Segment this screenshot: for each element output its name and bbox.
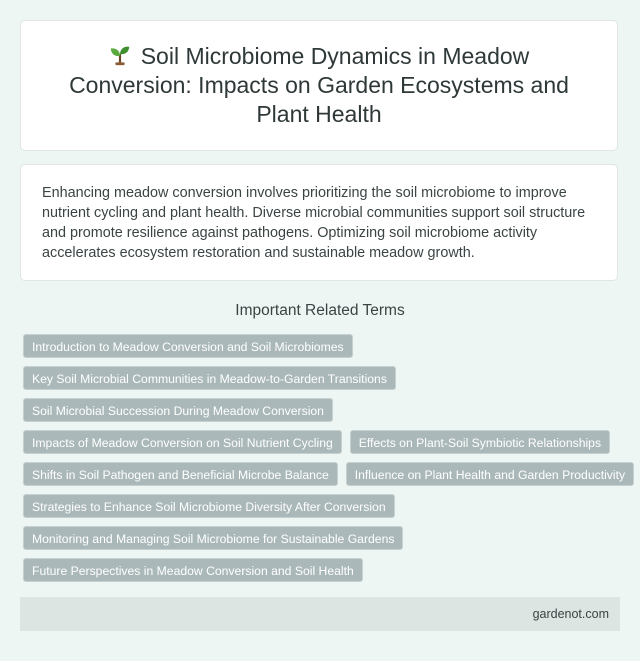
title-card bbox=[20, 20, 618, 151]
related-term-tag[interactable]: Introduction to Meadow Conversion and Soil Microbiomes bbox=[23, 334, 353, 358]
related-term-tag[interactable]: Soil Microbial Succession During Meadow Conversion bbox=[23, 398, 333, 422]
related-terms-heading: Important Related Terms bbox=[235, 302, 405, 319]
related-term-tag[interactable]: Key Soil Microbial Communities in Meadow-to-Garden Transitions bbox=[23, 366, 396, 390]
tag-row bbox=[23, 334, 623, 358]
footer-site-link[interactable]: gardenot.com bbox=[532, 607, 609, 621]
related-term-tag[interactable]: Monitoring and Managing Soil Microbiome for Sustainable Gardens bbox=[23, 526, 403, 550]
related-term-tag[interactable]: Effects on Plant-Soil Symbiotic Relationships bbox=[350, 430, 610, 454]
tag-row bbox=[23, 526, 623, 550]
related-terms-list bbox=[23, 334, 626, 590]
related-term-tag[interactable]: Impacts of Meadow Conversion on Soil Nutrient Cycling bbox=[23, 430, 342, 454]
related-term-tag[interactable]: Future Perspectives in Meadow Conversion and Soil Health bbox=[23, 558, 363, 582]
tag-row bbox=[23, 398, 623, 422]
tag-row bbox=[23, 430, 623, 454]
tag-row bbox=[23, 366, 623, 390]
related-term-tag[interactable]: Strategies to Enhance Soil Microbiome Diversity After Conversion bbox=[23, 494, 395, 518]
sprout-icon bbox=[109, 44, 131, 66]
summary-text: Enhancing meadow conversion involves prioritizing the soil microbiome to improve nutrient cycling and plant health. Diverse microbial communities support soil structure and promote resilience against pathogens. Optimizing soil microbiome activity accelerates ecosystem restoration and sustainable meadow growth. bbox=[42, 185, 586, 261]
page-title-text: Soil Microbiome Dynamics in Meadow Conversion: Impacts on Garden Ecosystems and Plant Health bbox=[69, 43, 569, 127]
tag-row bbox=[23, 558, 623, 582]
related-term-tag[interactable]: Shifts in Soil Pathogen and Beneficial Microbe Balance bbox=[23, 462, 338, 486]
footer bbox=[20, 597, 620, 631]
tag-row bbox=[23, 494, 623, 518]
tag-row bbox=[23, 462, 626, 486]
page-title bbox=[51, 42, 587, 129]
related-term-tag[interactable]: Influence on Plant Health and Garden Productivity bbox=[346, 462, 634, 486]
summary-card bbox=[20, 164, 618, 281]
